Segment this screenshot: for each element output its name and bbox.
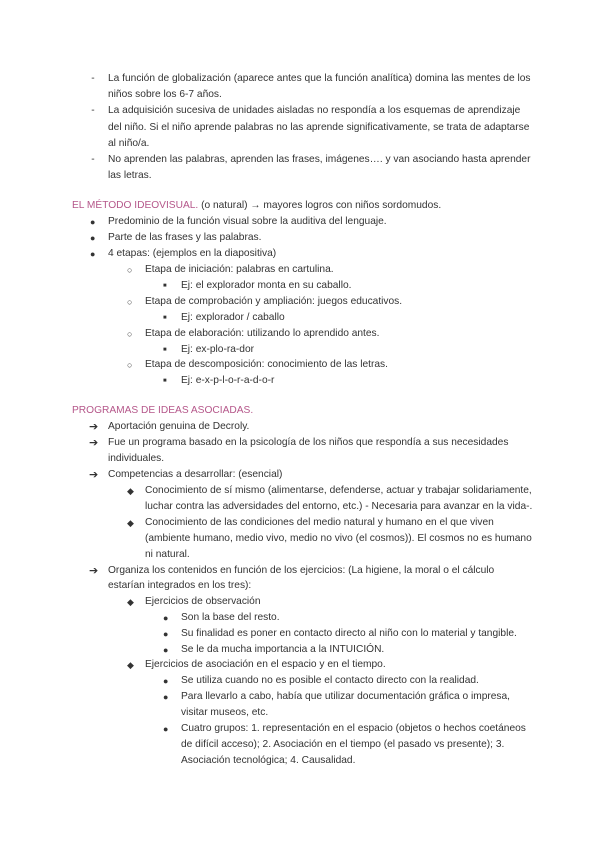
programas-item-1: Aportación genuina de Decroly. <box>108 421 250 432</box>
square-bullet: ■ <box>163 378 167 384</box>
dot-bullet: ● <box>90 233 96 243</box>
observacion-label: Ejercicios de observación <box>145 596 261 607</box>
stage-4-label: Etapa de descomposición: conocimiento de las letras. <box>145 359 388 370</box>
section-heading-programas: PROGRAMAS DE IDEAS ASOCIADAS. <box>72 405 254 416</box>
competencia-1-line-2: luchar contra las adversidades del entorno, etc.) - Necesaria para avanzar en la vida-. <box>145 501 533 512</box>
dot-bullet: ● <box>163 676 169 686</box>
programas-item-2-line-1: Fue un programa basado en la psicología de los niños que respondía a sus necesidades <box>108 437 509 448</box>
square-bullet: ■ <box>163 315 167 321</box>
programas-item-2-line-2: individuales. <box>108 453 165 464</box>
diamond-bullet: ◆ <box>127 597 134 607</box>
circle-bullet: ○ <box>127 265 133 275</box>
diamond-bullet: ◆ <box>127 518 134 528</box>
intro-item-2-line-2: del niño. Si el niño aprende palabras no las aprende significativamente, se trata de adaptarse <box>108 122 530 133</box>
asociacion-point-3-line-1: Cuatro grupos: 1. representación en el espacio (objetos o hechos coetáneos <box>181 723 526 734</box>
competencia-2-line-3: ni natural. <box>145 549 190 560</box>
asociacion-point-2-line-2: visitar museos, etc. <box>181 707 269 718</box>
dot-bullet: ● <box>163 613 169 623</box>
stage-3-example: Ej: ex-plo-ra-dor <box>181 344 255 355</box>
intro-item-2-line-1: La adquisición sucesiva de unidades aisladas no respondía a los esquemas de aprendizaje <box>108 105 521 116</box>
arrow-bullet: ➔ <box>89 437 99 449</box>
ideovisual-item-1: Predominio de la función visual sobre la auditiva del lenguaje. <box>108 216 387 227</box>
intro-item-1-line-1: La función de globalización (aparece antes que la función analítica) domina las mentes de los <box>108 73 531 84</box>
stage-2-example: Ej: explorador / caballo <box>181 312 285 323</box>
arrow-bullet: ➔ <box>89 421 99 433</box>
observacion-point-1: Son la base del resto. <box>181 612 280 623</box>
diamond-bullet: ◆ <box>127 660 134 670</box>
asociacion-point-1: Se utiliza cuando no es posible el contacto directo con la realidad. <box>181 675 479 686</box>
intro-item-2-line-3: al niño/a. <box>108 138 150 149</box>
observacion-point-3: Se le da mucha importancia a la INTUICIÓN. <box>181 644 385 655</box>
ideovisual-item-3: 4 etapas: (ejemplos en la diapositiva) <box>108 248 277 259</box>
arrow-bullet: ➔ <box>89 565 99 577</box>
circle-bullet: ○ <box>127 360 133 370</box>
ideovisual-subtitle: (o natural) → mayores logros con niños sordomudos. <box>198 200 442 211</box>
dot-bullet: ● <box>163 645 169 655</box>
programas-item-4-line-1: Organiza los contenidos en función de los ejercicios: (La higiene, la moral o el cálculo <box>108 565 495 576</box>
competencia-1-line-1: Conocimiento de sí mismo (alimentarse, defenderse, actuar y trabajar solidariamente, <box>145 485 532 496</box>
stage-1-label: Etapa de iniciación: palabras en cartulina. <box>145 264 334 275</box>
ideovisual-item-2: Parte de las frases y las palabras. <box>108 232 262 243</box>
dot-bullet: ● <box>90 249 96 259</box>
circle-bullet: ○ <box>127 329 133 339</box>
dash-bullet: - <box>91 154 95 165</box>
dash-bullet: - <box>91 73 95 84</box>
stage-1-example: Ej: el explorador monta en su caballo. <box>181 280 352 291</box>
dash-bullet: - <box>91 105 95 116</box>
competencia-2-line-2: (ambiente humano, medio vivo, medio no vivo (el cosmos)). El cosmos no es humano <box>145 533 532 544</box>
competencia-2-line-1: Conocimiento de las condiciones del medio natural y humano en el que viven <box>145 517 494 528</box>
asociacion-label: Ejercicios de asociación en el espacio y en el tiempo. <box>145 659 386 670</box>
programas-item-4-line-2: estarían integrados en los tres): <box>108 580 252 591</box>
diamond-bullet: ◆ <box>127 486 134 496</box>
intro-item-3-line-1: No aprenden las palabras, aprenden las frases, imágenes…. y van asociando hasta aprender <box>108 154 531 165</box>
circle-bullet: ○ <box>127 297 133 307</box>
observacion-point-2: Su finalidad es poner en contacto directo al niño con lo material y tangible. <box>181 628 517 639</box>
dot-bullet: ● <box>163 692 169 702</box>
dot-bullet: ● <box>163 724 169 734</box>
square-bullet: ■ <box>163 347 167 353</box>
programas-item-3: Competencias a desarrollar: (esencial) <box>108 469 283 480</box>
intro-item-1-line-2: niños sobre los 6-7 años. <box>108 89 222 100</box>
asociacion-point-2-line-1: Para llevarlo a cabo, había que utilizar documentación gráfica o impresa, <box>181 691 511 702</box>
arrow-bullet: ➔ <box>89 469 99 481</box>
dot-bullet: ● <box>163 629 169 639</box>
intro-item-3-line-2: las letras. <box>108 170 152 181</box>
section-heading-ideovisual <box>72 198 441 214</box>
square-bullet: ■ <box>163 283 167 289</box>
dot-bullet: ● <box>90 217 96 227</box>
stage-2-label: Etapa de comprobación y ampliación: juegos educativos. <box>145 296 403 307</box>
asociacion-point-3-line-2: de difícil acceso); 2. Asociación en el tiempo (el pasado vs presente); 3. <box>181 739 505 750</box>
stage-4-example: Ej: e-x-p-l-o-r-a-d-o-r <box>181 375 275 386</box>
ideovisual-title: EL MÉTODO IDEOVISUAL. <box>72 200 199 211</box>
stage-3-label: Etapa de elaboración: utilizando lo aprendido antes. <box>145 328 380 339</box>
asociacion-point-3-line-3: Asociación tecnológica; 4. Causalidad. <box>181 755 356 766</box>
